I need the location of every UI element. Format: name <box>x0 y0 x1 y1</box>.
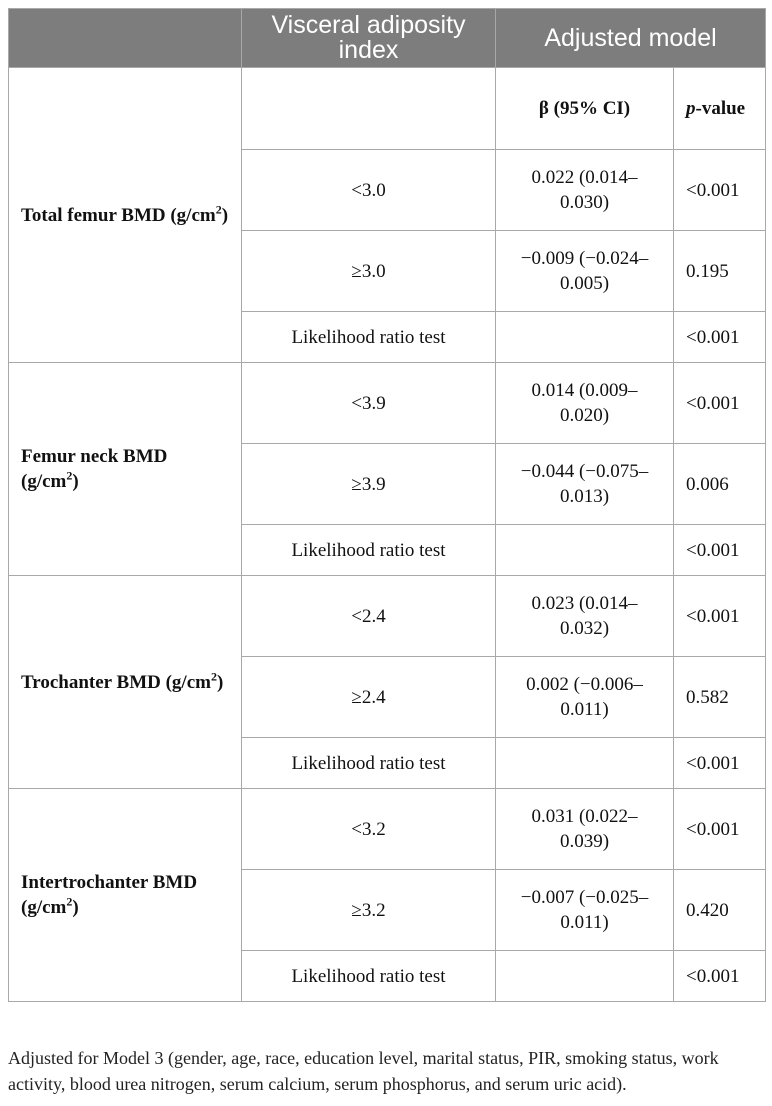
beta-cell <box>496 951 674 1002</box>
vai-cell: ≥3.2 <box>242 870 496 951</box>
p-value-cell: <0.001 <box>674 576 766 657</box>
beta-cell: −0.007 (−0.025–0.011) <box>496 870 674 951</box>
vai-cell: Likelihood ratio test <box>242 738 496 789</box>
vai-cell: ≥2.4 <box>242 657 496 738</box>
beta-cell <box>496 525 674 576</box>
p-value-cell: <0.001 <box>674 738 766 789</box>
group-label-trochanter: Trochanter BMD $(g/cm^2)$ <box>9 576 242 789</box>
group-label-femur-neck: Femur neck BMD $(g/cm^2)$ <box>9 363 242 576</box>
results-table <box>8 8 766 1002</box>
table-row <box>9 363 766 444</box>
table-row <box>9 576 766 657</box>
p-value-cell: <0.001 <box>674 525 766 576</box>
beta-cell <box>496 312 674 363</box>
header-blank <box>9 9 242 68</box>
vai-cell: Likelihood ratio test <box>242 951 496 1002</box>
p-value-cell: <0.001 <box>674 312 766 363</box>
beta-cell: 0.023 (0.014–0.032) <box>496 576 674 657</box>
subheader-row <box>9 68 766 150</box>
vai-cell: ≥3.9 <box>242 444 496 525</box>
vai-cell: Likelihood ratio test <box>242 525 496 576</box>
p-value-cell: 0.006 <box>674 444 766 525</box>
vai-cell: Likelihood ratio test <box>242 312 496 363</box>
beta-cell: −0.009 (−0.024–0.005) <box>496 231 674 312</box>
subheader-blank <box>242 68 496 150</box>
vai-cell: <3.9 <box>242 363 496 444</box>
table-footnote: Adjusted for Model 3 (gender, age, race, education level, marital status, PIR, smoking status, work activity, blood urea nitrogen, serum calcium, serum phosphorus, and serum uric acid). <box>8 1048 719 1094</box>
p-value-cell: <0.001 <box>674 951 766 1002</box>
table-row <box>9 789 766 870</box>
vai-cell: <2.4 <box>242 576 496 657</box>
p-value-cell: 0.420 <box>674 870 766 951</box>
beta-cell: 0.022 (0.014–0.030) <box>496 150 674 231</box>
beta-cell: 0.014 (0.009–0.020) <box>496 363 674 444</box>
group-label-intertrochanter: Intertrochanter BMD $(g/cm^2)$ <box>9 789 242 1002</box>
header-visceral-adiposity-index: Visceral adiposity index <box>242 9 496 68</box>
beta-cell: 0.031 (0.022–0.039) <box>496 789 674 870</box>
p-value-cell: 0.582 <box>674 657 766 738</box>
vai-cell: <3.2 <box>242 789 496 870</box>
vai-cell: ≥3.0 <box>242 231 496 312</box>
header-adjusted-model: Adjusted model <box>496 9 766 68</box>
beta-cell <box>496 738 674 789</box>
beta-ci-header: β (95% CI) <box>496 68 674 150</box>
p-value-cell: <0.001 <box>674 363 766 444</box>
vai-cell: <3.0 <box>242 150 496 231</box>
p-value-cell: <0.001 <box>674 150 766 231</box>
beta-cell: −0.044 (−0.075–0.013) <box>496 444 674 525</box>
header-row <box>9 9 766 68</box>
group-label-total-femur: Total femur BMD $(g/cm^2)$ <box>9 68 242 363</box>
p-value-cell: 0.195 <box>674 231 766 312</box>
p-value-cell: <0.001 <box>674 789 766 870</box>
beta-cell: 0.002 (−0.006–0.011) <box>496 657 674 738</box>
p-value-header: p-value <box>674 68 766 150</box>
